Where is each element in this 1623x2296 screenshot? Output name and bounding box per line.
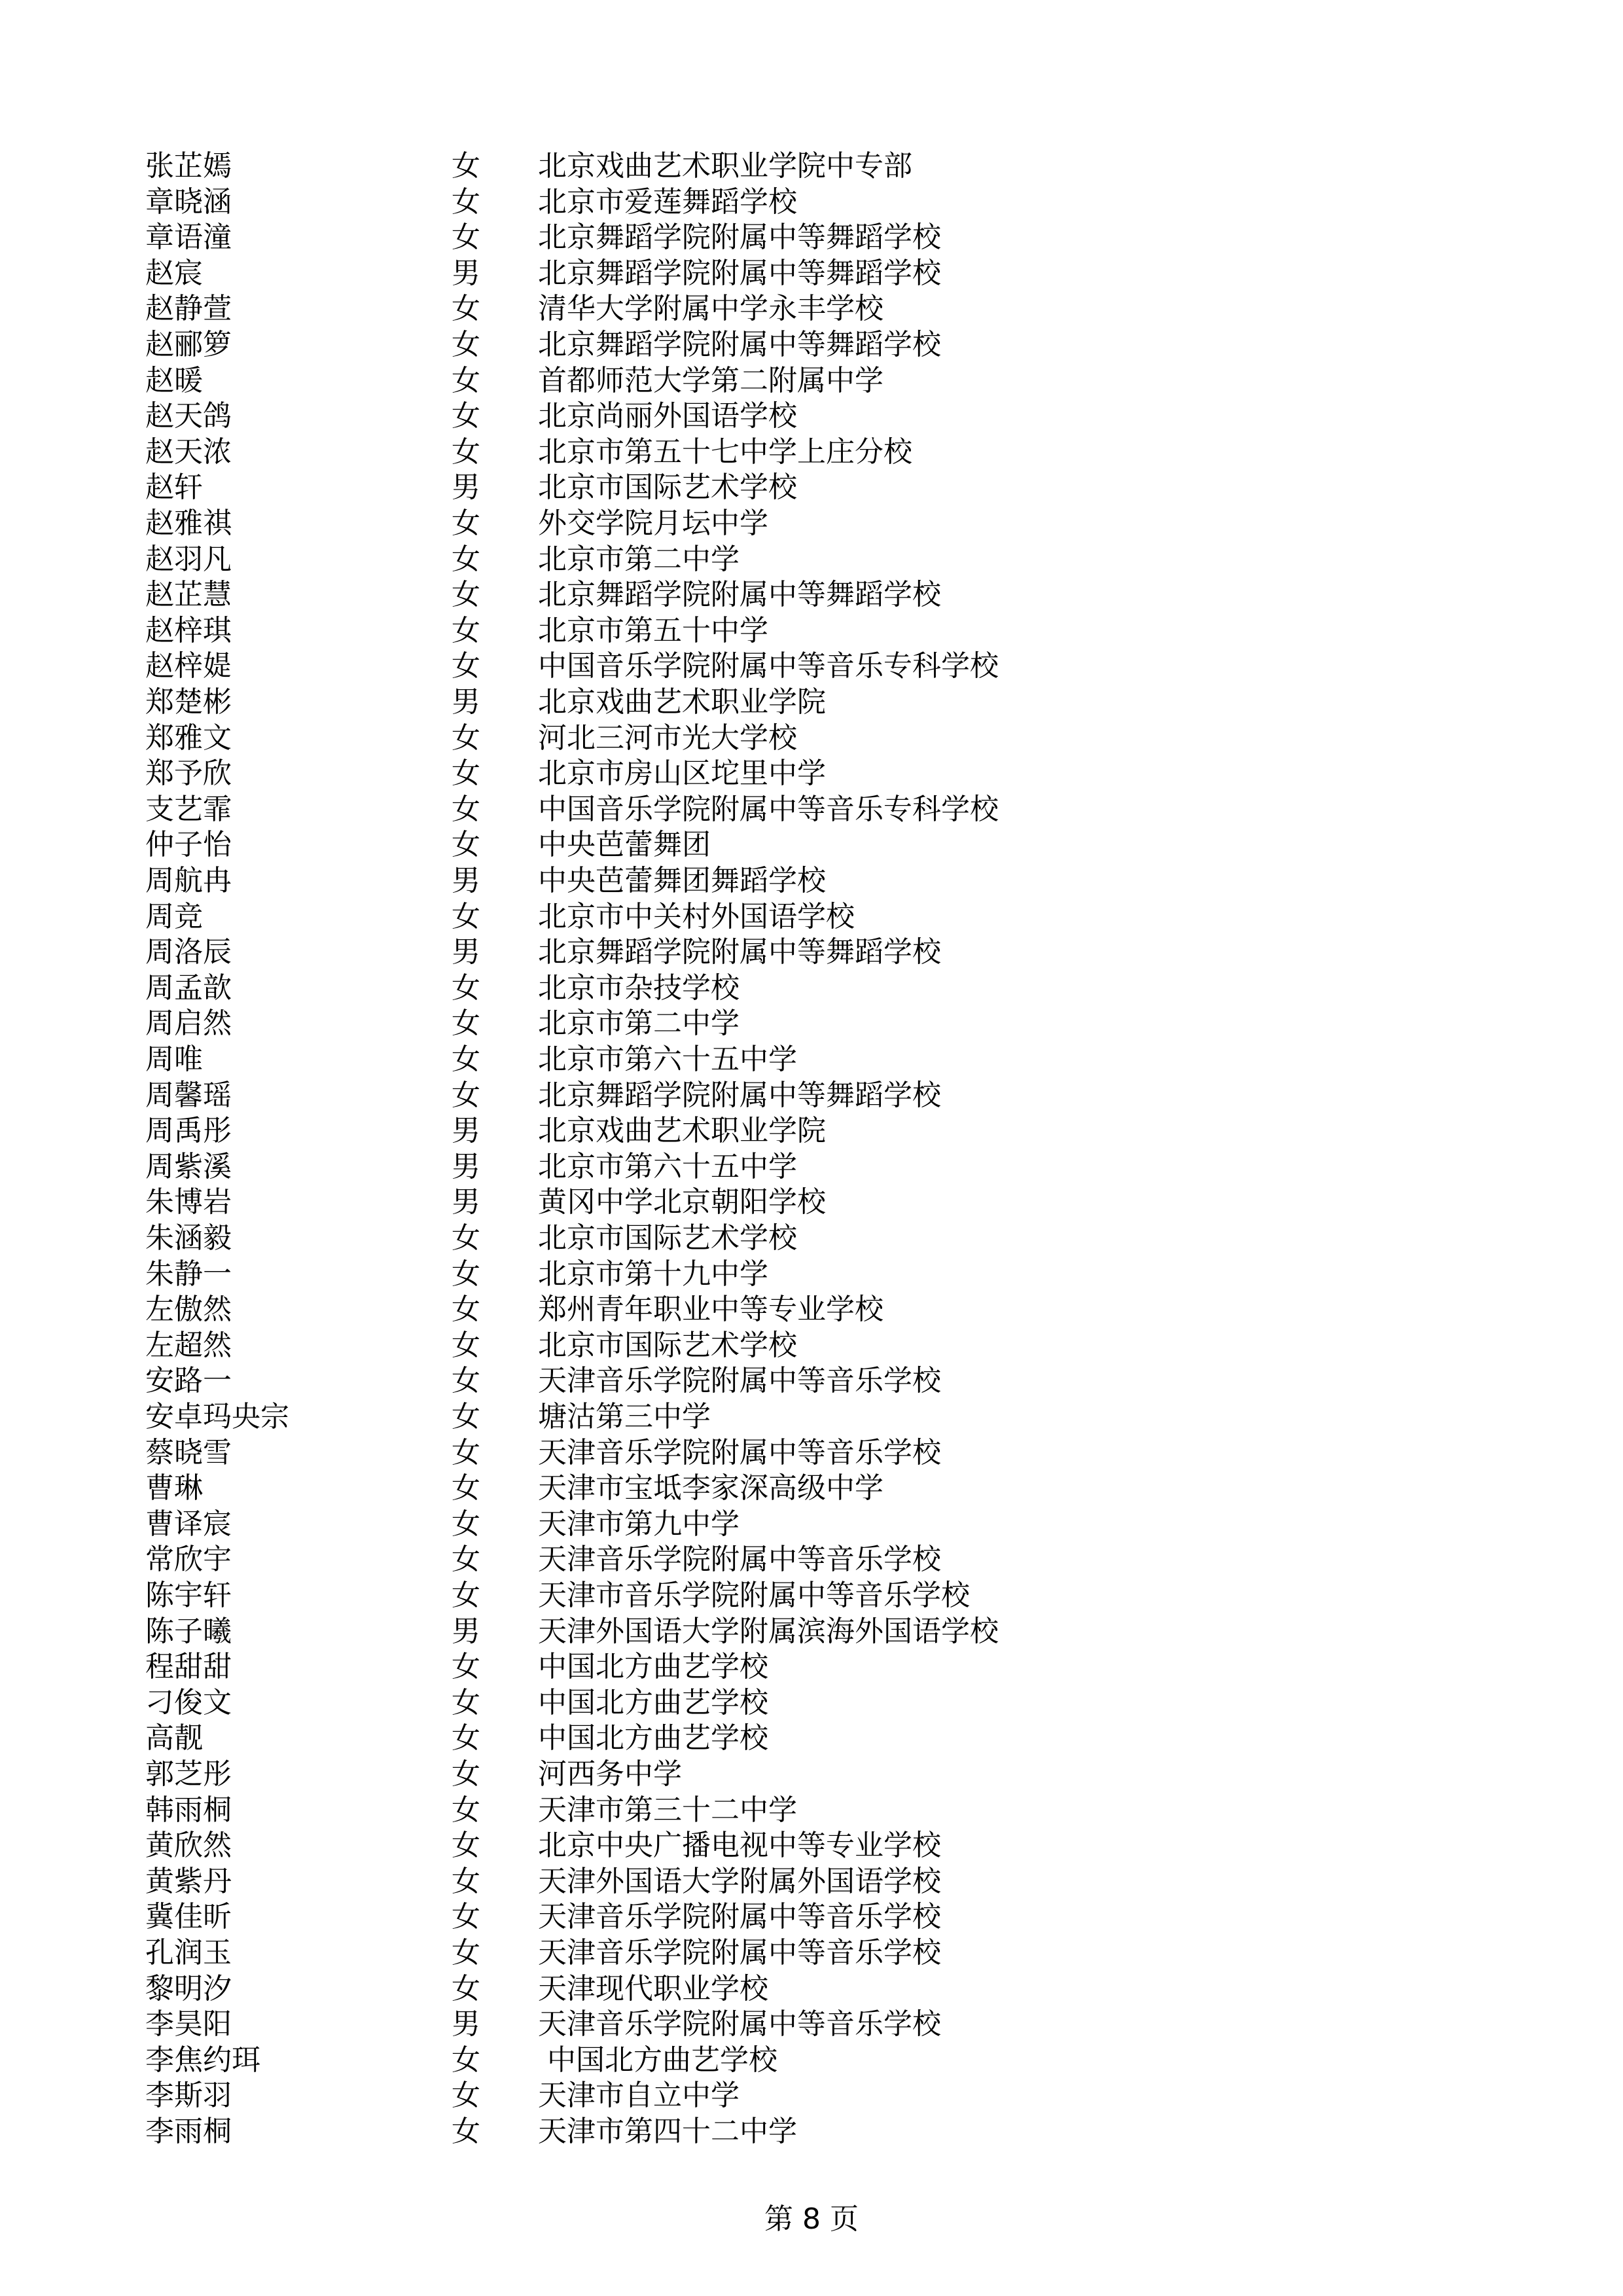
- student-name: 高靓: [145, 1721, 203, 1755]
- student-name: 赵静萱: [145, 292, 232, 326]
- student-name: 仲子怡: [145, 828, 232, 862]
- student-name: 安路一: [145, 1364, 232, 1398]
- table-row: [0, 1899, 1623, 1935]
- table-row: [0, 1292, 1623, 1328]
- table-row: [0, 1578, 1623, 1614]
- student-gender: 女: [452, 613, 480, 647]
- table-row: [0, 1828, 1623, 1864]
- student-name: 周竞: [145, 899, 203, 933]
- student-school: 黄冈中学北京朝阳学校: [538, 1185, 826, 1219]
- table-row: [0, 1399, 1623, 1435]
- student-name: 支艺霏: [145, 792, 232, 826]
- student-gender: 男: [452, 471, 480, 505]
- student-name: 冀佳昕: [145, 1900, 232, 1934]
- student-name: 李昊阳: [145, 2007, 232, 2041]
- table-row: [0, 506, 1623, 542]
- table-row: [0, 971, 1623, 1007]
- student-gender: 女: [452, 1471, 480, 1505]
- student-school: 河西务中学: [538, 1757, 682, 1791]
- table-row: [0, 1149, 1623, 1185]
- student-name: 李斯羽: [145, 2079, 232, 2113]
- student-name: 周馨瑶: [145, 1078, 232, 1112]
- table-row: [0, 1542, 1623, 1578]
- table-row: [0, 2007, 1623, 2043]
- table-row: [0, 1221, 1623, 1257]
- student-school: 天津市自立中学: [538, 2079, 740, 2113]
- student-gender: 女: [452, 363, 480, 397]
- student-name: 张芷嫣: [145, 149, 232, 183]
- table-row: [0, 613, 1623, 649]
- student-school: 天津市第三十二中学: [538, 1793, 797, 1827]
- student-gender: 男: [452, 1149, 480, 1183]
- table-row: [0, 2078, 1623, 2114]
- student-name: 章晓涵: [145, 185, 232, 219]
- student-school: 北京市中关村外国语学校: [538, 899, 855, 933]
- student-name: 刁俊文: [145, 1685, 232, 1719]
- student-gender: 女: [452, 542, 480, 576]
- student-gender: 男: [452, 256, 480, 290]
- student-name: 曹琳: [145, 1471, 203, 1505]
- student-name: 左超然: [145, 1328, 232, 1362]
- student-name: 郑楚彬: [145, 685, 232, 719]
- student-school: 北京舞蹈学院附属中等舞蹈学校: [538, 256, 941, 290]
- student-gender: 男: [452, 2007, 480, 2041]
- student-gender: 女: [452, 792, 480, 826]
- table-row: [0, 756, 1623, 792]
- student-gender: 女: [452, 578, 480, 612]
- student-name: 赵天鸽: [145, 399, 232, 433]
- student-name: 郑予欣: [145, 757, 232, 791]
- student-name: 周航冉: [145, 864, 232, 897]
- table-row: [0, 1864, 1623, 1900]
- student-gender: 女: [452, 1685, 480, 1719]
- student-gender: 女: [452, 1579, 480, 1612]
- table-row: [0, 2114, 1623, 2150]
- student-name: 赵羽凡: [145, 542, 232, 576]
- student-school: 中国北方曲艺学校: [538, 1721, 768, 1755]
- table-row: [0, 1363, 1623, 1399]
- student-school: 首都师范大学第二附属中学: [538, 363, 883, 397]
- student-name: 陈子曦: [145, 1614, 232, 1648]
- student-gender: 女: [452, 1900, 480, 1934]
- student-gender: 女: [452, 1829, 480, 1863]
- student-school: 清华大学附属中学永丰学校: [538, 292, 883, 326]
- table-row: [0, 185, 1623, 221]
- student-gender: 女: [452, 1257, 480, 1291]
- student-school: 北京舞蹈学院附属中等舞蹈学校: [538, 935, 941, 969]
- table-row: [0, 327, 1623, 363]
- student-gender: 女: [452, 328, 480, 361]
- student-gender: 女: [452, 2079, 480, 2113]
- table-row: [0, 1185, 1623, 1221]
- student-gender: 女: [452, 1543, 480, 1577]
- student-name: 蔡晓雪: [145, 1435, 232, 1469]
- student-gender: 女: [452, 1864, 480, 1898]
- student-name: 周紫溪: [145, 1149, 232, 1183]
- table-row: [0, 1971, 1623, 2007]
- table-row: [0, 149, 1623, 185]
- student-school: 天津音乐学院附属中等音乐学校: [538, 1435, 941, 1469]
- table-row: [0, 1078, 1623, 1114]
- table-row: [0, 399, 1623, 435]
- table-row: [0, 363, 1623, 399]
- table-row: [0, 649, 1623, 685]
- student-name: 黄紫丹: [145, 1864, 232, 1898]
- table-row: [0, 1649, 1623, 1685]
- student-name: 郑雅文: [145, 721, 232, 755]
- student-name: 周洛辰: [145, 935, 232, 969]
- student-school: 北京市第二中学: [538, 542, 740, 576]
- student-school: 北京市房山区坨里中学: [538, 757, 826, 791]
- student-school: 郑州青年职业中等专业学校: [538, 1293, 883, 1327]
- table-row: [0, 1757, 1623, 1793]
- student-gender: 女: [452, 185, 480, 219]
- table-row: [0, 1507, 1623, 1543]
- student-school: 北京戏曲艺术职业学院中专部: [538, 149, 912, 183]
- student-name: 赵梓媞: [145, 649, 232, 683]
- student-school: 北京舞蹈学院附属中等舞蹈学校: [538, 1078, 941, 1112]
- table-row: [0, 863, 1623, 899]
- table-row: [0, 291, 1623, 327]
- student-school: 北京市国际艺术学校: [538, 1328, 797, 1362]
- student-name: 李焦约珥: [145, 2043, 260, 2077]
- table-row: [0, 1793, 1623, 1829]
- student-school: 外交学院月坛中学: [538, 507, 768, 540]
- student-school: 中国北方曲艺学校: [538, 2043, 777, 2077]
- student-gender: 女: [452, 1793, 480, 1827]
- student-gender: 女: [452, 1043, 480, 1076]
- student-gender: 女: [452, 1328, 480, 1362]
- student-school: 北京舞蹈学院附属中等舞蹈学校: [538, 221, 941, 255]
- table-row: [0, 1042, 1623, 1078]
- student-school: 天津音乐学院附属中等音乐学校: [538, 1936, 941, 1969]
- student-school: 天津市第四十二中学: [538, 2115, 797, 2148]
- student-name: 朱博岩: [145, 1185, 232, 1219]
- student-school: 塘沽第三中学: [538, 1400, 711, 1433]
- student-gender: 女: [452, 1364, 480, 1398]
- student-gender: 女: [452, 1507, 480, 1541]
- student-gender: 女: [452, 1078, 480, 1112]
- student-gender: 女: [452, 828, 480, 862]
- student-name: 赵天浓: [145, 435, 232, 469]
- student-school: 北京市第二中学: [538, 1007, 740, 1041]
- student-name: 安卓玛央宗: [145, 1400, 289, 1433]
- student-name: 曹译宸: [145, 1507, 232, 1541]
- student-school: 北京市第六十五中学: [538, 1043, 797, 1076]
- table-row: [0, 577, 1623, 613]
- student-gender: 女: [452, 757, 480, 791]
- student-name: 左傲然: [145, 1293, 232, 1327]
- student-gender: 男: [452, 1114, 480, 1148]
- student-name: 赵宸: [145, 256, 203, 290]
- student-name: 程甜甜: [145, 1650, 232, 1684]
- student-name: 陈宇轩: [145, 1579, 232, 1612]
- student-name: 郭芝彤: [145, 1757, 232, 1791]
- student-gender: 女: [452, 1936, 480, 1969]
- student-gender: 女: [452, 399, 480, 433]
- student-name: 周唯: [145, 1043, 203, 1076]
- student-school: 中国音乐学院附属中等音乐专科学校: [538, 792, 999, 826]
- student-name: 赵郦箩: [145, 328, 232, 361]
- student-school: 北京戏曲艺术职业学院: [538, 685, 826, 719]
- student-gender: 男: [452, 864, 480, 897]
- table-row: [0, 935, 1623, 971]
- student-gender: 男: [452, 1614, 480, 1648]
- student-school: 北京市第五十中学: [538, 613, 768, 647]
- table-row: [0, 1614, 1623, 1650]
- student-school: 北京市第六十五中学: [538, 1149, 797, 1183]
- table-row: [0, 470, 1623, 506]
- student-gender: 女: [452, 507, 480, 540]
- student-name: 韩雨桐: [145, 1793, 232, 1827]
- student-gender: 男: [452, 935, 480, 969]
- student-name: 常欣宇: [145, 1543, 232, 1577]
- student-school: 天津音乐学院附属中等音乐学校: [538, 1364, 941, 1398]
- student-gender: 女: [452, 1293, 480, 1327]
- student-gender: 女: [452, 2115, 480, 2148]
- student-gender: 女: [452, 435, 480, 469]
- table-row: [0, 1471, 1623, 1507]
- student-gender: 女: [452, 149, 480, 183]
- student-school: 北京中央广播电视中等专业学校: [538, 1829, 941, 1863]
- student-gender: 女: [452, 1721, 480, 1755]
- student-gender: 男: [452, 685, 480, 719]
- student-name: 赵芷慧: [145, 578, 232, 612]
- student-name: 黎明汐: [145, 1971, 232, 2005]
- student-school: 天津音乐学院附属中等音乐学校: [538, 1900, 941, 1934]
- student-school: 天津音乐学院附属中等音乐学校: [538, 2007, 941, 2041]
- student-school: 北京市第十九中学: [538, 1257, 768, 1291]
- student-gender: 男: [452, 1185, 480, 1219]
- student-gender: 女: [452, 721, 480, 755]
- student-school: 河北三河市光大学校: [538, 721, 797, 755]
- student-school: 天津外国语大学附属外国语学校: [538, 1864, 941, 1898]
- student-name: 朱静一: [145, 1257, 232, 1291]
- student-gender: 女: [452, 1400, 480, 1433]
- table-row: [0, 256, 1623, 292]
- table-row: [0, 220, 1623, 256]
- student-school: 北京戏曲艺术职业学院: [538, 1114, 826, 1148]
- student-school: 北京市爱莲舞蹈学校: [538, 185, 797, 219]
- student-name: 朱涵毅: [145, 1221, 232, 1255]
- table-row: [0, 1257, 1623, 1293]
- student-school: 中央芭蕾舞团舞蹈学校: [538, 864, 826, 897]
- student-school: 天津市宝坻李家深高级中学: [538, 1471, 883, 1505]
- student-school: 中国北方曲艺学校: [538, 1650, 768, 1684]
- student-gender: 女: [452, 971, 480, 1005]
- student-school: 天津市第九中学: [538, 1507, 740, 1541]
- table-row: [0, 1435, 1623, 1471]
- student-school: 北京市国际艺术学校: [538, 471, 797, 505]
- table-row: [0, 899, 1623, 935]
- table-row: [0, 2043, 1623, 2079]
- table-row: [0, 435, 1623, 471]
- student-name: 周禹彤: [145, 1114, 232, 1148]
- student-school: 中央芭蕾舞团: [538, 828, 711, 862]
- student-gender: 女: [452, 1971, 480, 2005]
- table-row: [0, 1006, 1623, 1042]
- student-school: 天津现代职业学校: [538, 1971, 768, 2005]
- student-name: 李雨桐: [145, 2115, 232, 2148]
- student-school: 北京市第五十七中学上庄分校: [538, 435, 912, 469]
- student-school: 北京市杂技学校: [538, 971, 740, 1005]
- student-school: 天津市音乐学院附属中等音乐学校: [538, 1579, 970, 1612]
- student-gender: 女: [452, 292, 480, 326]
- student-name: 赵暖: [145, 363, 203, 397]
- student-name: 赵轩: [145, 471, 203, 505]
- student-school: 中国音乐学院附属中等音乐专科学校: [538, 649, 999, 683]
- student-school: 北京舞蹈学院附属中等舞蹈学校: [538, 328, 941, 361]
- student-gender: 女: [452, 1435, 480, 1469]
- table-row: [0, 1721, 1623, 1757]
- student-gender: 女: [452, 899, 480, 933]
- student-gender: 女: [452, 649, 480, 683]
- student-name: 赵雅祺: [145, 507, 232, 540]
- student-gender: 女: [452, 2043, 480, 2077]
- student-name: 黄欣然: [145, 1829, 232, 1863]
- table-row: [0, 685, 1623, 721]
- table-row: [0, 721, 1623, 757]
- student-gender: 女: [452, 1757, 480, 1791]
- student-gender: 女: [452, 1221, 480, 1255]
- student-name: 章语潼: [145, 221, 232, 255]
- table-row: [0, 542, 1623, 578]
- student-school: 天津外国语大学附属滨海外国语学校: [538, 1614, 999, 1648]
- student-school: 北京舞蹈学院附属中等舞蹈学校: [538, 578, 941, 612]
- table-row: [0, 827, 1623, 863]
- student-name: 孔润玉: [145, 1936, 232, 1969]
- table-row: [0, 1935, 1623, 1971]
- table-row: [0, 792, 1623, 828]
- student-gender: 女: [452, 1007, 480, 1041]
- student-name: 周孟歆: [145, 971, 232, 1005]
- student-name: 赵梓琪: [145, 613, 232, 647]
- student-school: 北京市国际艺术学校: [538, 1221, 797, 1255]
- student-gender: 女: [452, 221, 480, 255]
- student-school: 中国北方曲艺学校: [538, 1685, 768, 1719]
- student-name: 周启然: [145, 1007, 232, 1041]
- table-row: [0, 1113, 1623, 1149]
- student-school: 北京尚丽外国语学校: [538, 399, 797, 433]
- student-school: 天津音乐学院附属中等音乐学校: [538, 1543, 941, 1577]
- table-row: [0, 1328, 1623, 1364]
- table-row: [0, 1685, 1623, 1721]
- student-gender: 女: [452, 1650, 480, 1684]
- page-number: 第 8 页: [764, 2202, 859, 2236]
